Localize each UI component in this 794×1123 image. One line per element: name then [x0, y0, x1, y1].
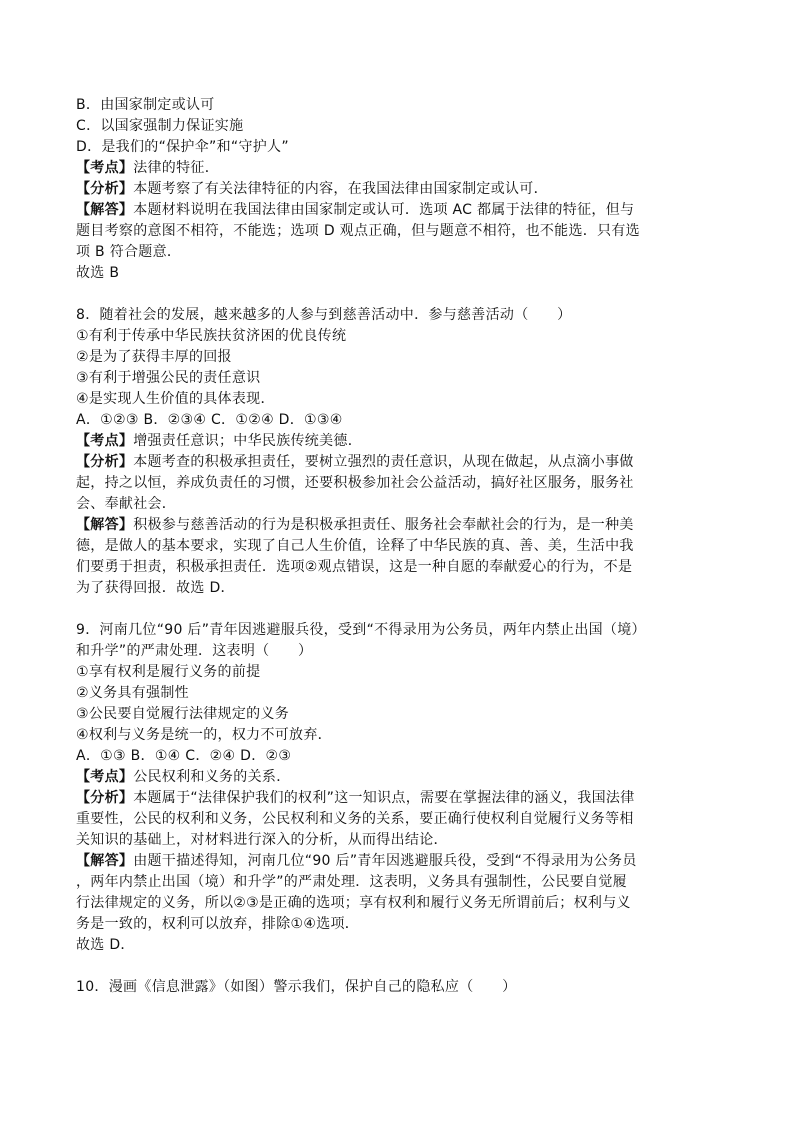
fenxi-text: 本题考察了有关法律特征的内容，在我国法律由国家制定或认可． — [133, 181, 548, 197]
spacer — [76, 284, 726, 305]
fenxi-continuation: 关知识的基础上，对材料进行深入的分析，从而得出结论． — [76, 832, 448, 848]
option-d: D．是我们的“保护伞”和“守护人” — [76, 139, 289, 155]
option-c: C．以国家强制力保证实施 — [76, 118, 244, 134]
fenxi-line — [76, 788, 726, 809]
kaodian-line — [76, 158, 726, 179]
fenxi-line — [76, 179, 726, 200]
statement-2: ②是为了获得丰厚的回报 — [76, 349, 232, 365]
jieda-line — [76, 200, 726, 221]
fenxi-continuation: 会、奉献社会． — [76, 496, 177, 512]
statement-1: ①有利于传承中华民族扶贫济困的优良传统 — [76, 328, 347, 344]
question-10-stem: 10．漫画《信息泄露》（如图）警示我们，保护自己的隐私应（ ） — [76, 979, 517, 995]
answer-line: 故选 D． — [76, 937, 135, 953]
statement-4: ④权利与义务是统一的，权力不可放弃． — [76, 727, 332, 743]
choices-line: A．①③ B．①④ C．②④ D．②③ — [76, 748, 292, 764]
question-8-stem: 8．随着社会的发展，越来越多的人参与到慈善活动中．参与慈善活动（ ） — [76, 307, 572, 323]
kaodian-text: 公民权利和义务的关系． — [133, 769, 291, 785]
jieda-text: 由题干描述得知，河南几位“90 后”青年因逃避服兵役，受到“不得录用为公务员 — [133, 853, 637, 869]
jieda-tag: 【解答】 — [76, 853, 134, 869]
fenxi-continuation: 重要性，公民的权利和义务，公民权利和义务的关系，要正确行使权利自觉履行义务等相 — [76, 811, 634, 827]
fenxi-continuation: 起，持之以恒，养成负责任的习惯，还要积极参加社会公益活动，搞好社区服务，服务社 — [76, 475, 634, 491]
statement-3: ③公民要自觉履行法律规定的义务 — [76, 706, 290, 722]
question-9-stem-continuation: 和升学”的严肃处理．这表明（ ） — [76, 643, 313, 659]
document-page — [76, 95, 726, 998]
kaodian-text: 增强责任意识；中华民族传统美德． — [133, 433, 363, 449]
statement-1: ①享有权利是履行义务的前提 — [76, 664, 261, 680]
statement-2: ②义务具有强制性 — [76, 685, 189, 701]
kaodian-text: 法律的特征． — [133, 160, 220, 176]
choices-line: A．①②③ B．②③④ C．①②④ D．①③④ — [76, 412, 343, 428]
answer-line: 故选 B — [76, 265, 120, 281]
jieda-text: 积极参与慈善活动的行为是积极承担责任、服务社会奉献社会的行为，是一种美 — [133, 517, 634, 533]
jieda-continuation: 们要勇于担责，积极承担责任．选项②观点错误，这是一种自愿的奉献爱心的行为，不是 — [76, 559, 633, 575]
fenxi-tag: 【分析】 — [76, 454, 134, 470]
jieda-continuation: 项 B 符合题意． — [76, 244, 182, 260]
fenxi-tag: 【分析】 — [76, 790, 134, 806]
fenxi-tag: 【分析】 — [76, 181, 134, 197]
jieda-continuation: 题目考察的意图不相符，不能选；选项 D 观点正确，但与题意不相符，也不能选．只有选 — [76, 223, 640, 239]
jieda-text: 本题材料说明在我国法律由国家制定或认可．选项 AC 都属于法律的特征，但与 — [133, 202, 635, 218]
kaodian-line — [76, 431, 726, 452]
fenxi-text: 本题考查的积极承担责任，要树立强烈的责任意识，从现在做起，从点滴小事做 — [133, 454, 634, 470]
jieda-line — [76, 851, 726, 872]
fenxi-line — [76, 452, 726, 473]
jieda-line — [76, 515, 726, 536]
jieda-continuation: 务是一致的，权利可以放弃，排除①④选项． — [76, 916, 360, 932]
jieda-continuation: 行法律规定的义务，所以②③是正确的选项；享有权利和履行义务无所谓前后；权利与义 — [76, 895, 631, 911]
jieda-continuation: 德，是做人的基本要求，实现了自己人生价值，诠释了中华民族的真、善、美，生活中我 — [76, 538, 634, 554]
statement-3: ③有利于增强公民的责任意识 — [76, 370, 261, 386]
statement-4: ④是实现人生价值的具体表现． — [76, 391, 275, 407]
question-9-stem: 9．河南几位“90 后”青年因逃避服兵役，受到“不得录用为公务员，两年内禁止出国（境） — [76, 622, 646, 638]
kaodian-tag: 【考点】 — [76, 433, 134, 449]
fenxi-text: 本题属于“法律保护我们的权利”这一知识点，需要在掌握法律的涵义，我国法律 — [133, 790, 635, 806]
jieda-continuation: ，两年内禁止出国（境）和升学”的严肃处理．这表明，义务具有强制性，公民要自觉履 — [76, 874, 627, 890]
option-b: B．由国家制定或认可 — [76, 97, 215, 113]
jieda-tag: 【解答】 — [76, 517, 134, 533]
jieda-tag: 【解答】 — [76, 202, 134, 218]
jieda-continuation: 为了获得回报．故选 D． — [76, 580, 235, 596]
kaodian-tag: 【考点】 — [76, 769, 134, 785]
spacer — [76, 956, 726, 977]
kaodian-tag: 【考点】 — [76, 160, 134, 176]
spacer — [76, 599, 726, 620]
kaodian-line — [76, 767, 726, 788]
